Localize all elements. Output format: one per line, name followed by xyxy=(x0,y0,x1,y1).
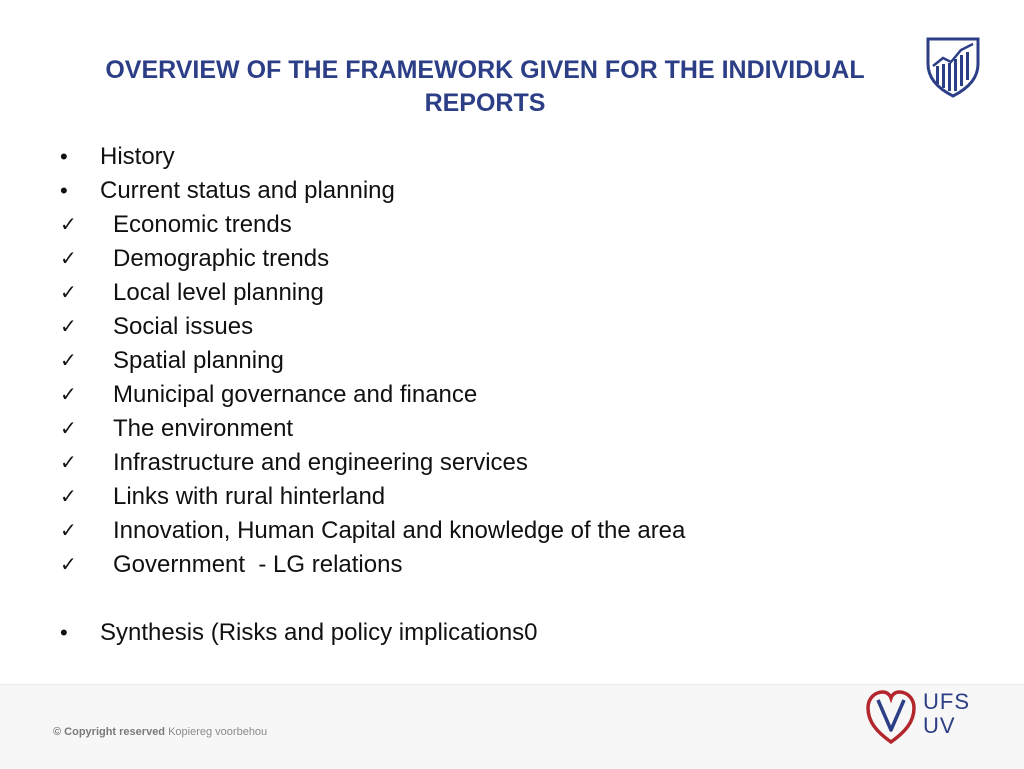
list-item xyxy=(58,174,958,208)
list-item xyxy=(58,208,958,242)
list-item-text: Municipal governance and finance xyxy=(113,381,478,408)
list-item xyxy=(58,140,958,174)
list-item xyxy=(58,378,958,412)
list-item xyxy=(58,548,958,582)
list-item-text: History xyxy=(100,143,175,170)
list-item-text: Social issues xyxy=(113,313,254,340)
list-item-text: Innovation, Human Capital and knowledge of the area xyxy=(113,517,686,544)
checkmark-icon: ✓ xyxy=(60,384,77,406)
list-item-text: Demographic trends xyxy=(113,245,330,272)
list-item xyxy=(58,276,958,310)
list-item-text: Local level planning xyxy=(113,279,324,306)
bullet-marker: • xyxy=(60,620,68,645)
ufs-logo xyxy=(865,688,977,746)
ufs-logo-text xyxy=(923,690,979,738)
list-item-text: Economic trends xyxy=(113,211,292,238)
list-item-text: Links with rural hinterland xyxy=(113,483,386,510)
copyright-notice xyxy=(53,726,267,738)
checkmark-icon: ✓ xyxy=(60,350,77,372)
bullet-list xyxy=(58,140,958,650)
list-item-text: Current status and planning xyxy=(100,177,395,204)
list-item xyxy=(58,412,958,446)
checkmark-icon: ✓ xyxy=(60,452,77,474)
checkmark-icon: ✓ xyxy=(60,214,77,236)
list-item xyxy=(58,446,958,480)
list-item xyxy=(58,344,958,378)
copyright-translation: Kopiereg voorbehou xyxy=(168,726,268,738)
checkmark-icon: ✓ xyxy=(60,316,77,338)
list-item xyxy=(58,310,958,344)
checkmark-icon: ✓ xyxy=(60,282,77,304)
list-item xyxy=(58,480,958,514)
list-spacer xyxy=(58,582,958,616)
checkmark-icon: ✓ xyxy=(60,418,77,440)
list-item-text: Infrastructure and engineering services xyxy=(113,449,528,476)
list-item xyxy=(58,242,958,276)
shield-crest-icon xyxy=(925,36,981,98)
checkmark-icon: ✓ xyxy=(60,486,77,508)
checkmark-icon: ✓ xyxy=(60,248,77,270)
list-item-text: Spatial planning xyxy=(113,347,284,374)
ufs-logo-line1: UFS xyxy=(923,689,970,714)
checkmark-icon: ✓ xyxy=(60,554,77,576)
copyright-label: © Copyright reserved xyxy=(53,726,166,738)
list-item-text: Government - LG relations xyxy=(113,551,403,578)
list-item xyxy=(58,514,958,548)
ufs-heart-logo-icon xyxy=(865,688,917,746)
list-item xyxy=(58,616,958,650)
ufs-logo-line2: UV xyxy=(923,713,956,738)
checkmark-icon: ✓ xyxy=(60,520,77,542)
bullet-marker: • xyxy=(60,144,68,169)
slide-title: OVERVIEW OF THE FRAMEWORK GIVEN FOR THE INDIVIDUAL REPORTS xyxy=(105,56,865,117)
list-item-text: The environment xyxy=(113,415,294,442)
list-item-text: Synthesis (Risks and policy implications0 xyxy=(100,619,538,646)
bullet-marker: • xyxy=(60,178,68,203)
